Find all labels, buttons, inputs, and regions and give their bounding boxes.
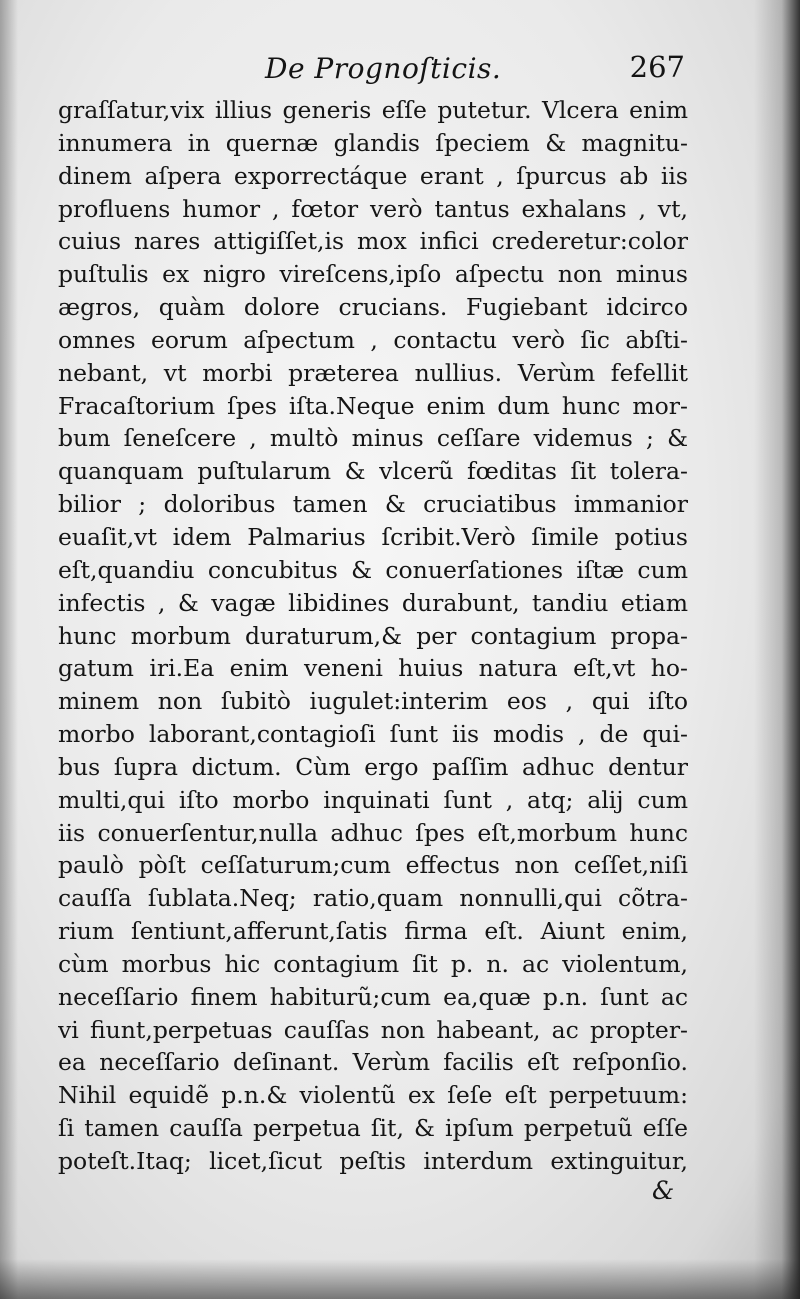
body-text [58,94,688,1178]
text-line: iis conuerſentur,nulla adhuc ſpes eſt,morbum hunc [58,818,688,847]
text-line: hunc morbum duraturum,& per contagium propa- [58,621,688,650]
text-line: morbo laborant,contagioſi ſunt iis modis , de qui- [58,720,688,749]
page-left-shadow [0,0,18,1299]
text-line: dinem aſpera exporrectáque erant , ſpurcus ab iis [58,161,688,190]
text-line: rium ſentiunt,afferunt,ſatis firma eſt. Aiunt enim, [58,917,688,946]
text-line: poteſt.Itaq; licet,ſicut peſtis interdum extinguitur, [58,1147,688,1175]
text-line: eſt,quandiu concubitus & conuerſationes iſtæ cum [58,555,688,584]
text-line: Nihil equidẽ p.n.& violentũ ex ſeſe eſt perpetuum: [58,1081,688,1110]
text-line: ea neceſſario deſinant. Verùm facilis eſt reſponſio. [58,1048,688,1077]
page-header [60,50,685,94]
text-line: vi fiunt,perpetuas cauſſas non habeant, ac propter- [58,1015,688,1044]
text-line: euaſit,vt idem Palmarius ſcribit.Verò ſimile potius [58,522,688,551]
page-right-shadow [754,0,800,1299]
text-line: omnes eorum aſpectum , contactu verò ſic abſti- [58,325,688,354]
text-line: profluens humor , fœtor verò tantus exhalans , vt, [58,194,688,223]
page-number: 267 [629,50,685,84]
text-line: cauſſa ſublata.Neq; ratio,quam nonnulli,qui cõtra- [58,884,688,913]
text-line: cùm morbus hic contagium ſit p. n. ac violentum, [58,949,688,978]
text-line: quanquam puſtularum & vlcerũ fœditas ſit tolera- [58,457,688,486]
text-line: gatum iri.Ea enim veneni huius natura eſt,vt ho- [58,654,688,683]
text-line: Fracaſtorium ſpes iſta.Neque enim dum hunc mor- [58,391,688,420]
catchword: & [652,1176,675,1205]
text-line: puſtulis ex nigro vireſcens,ipſo aſpectu non minus [58,260,688,289]
running-head: De Prognoſticis. [265,52,502,85]
text-line: ægros, quàm dolore crucians. Fugiebant idcirco [58,293,688,322]
text-line: bum ſeneſcere , multò minus ceſſare videmus ; & [58,424,688,453]
text-line: bus ſupra dictum. Cùm ergo paſſim adhuc dentur [58,752,688,781]
text-line: paulò pòſt ceſſaturum;cum effectus non ceſſet,niſi [58,851,688,880]
text-line: bilior ; doloribus tamen & cruciatibus immanior [58,490,688,519]
text-line: ſi tamen cauſſa perpetua ſit, & ipſum perpetuũ eſſe [58,1114,688,1143]
text-line: minem non ſubitò iugulet:interim eos , qui iſto [58,687,688,716]
text-line: infectis , & vagæ libidines durabunt, tandiu etiam [58,588,688,617]
text-line: innumera in quernæ glandis ſpeciem & magnitu- [58,128,688,157]
text-line: nebant, vt morbi præterea nullius. Verùm fefellit [58,358,688,387]
text-line: cuius nares attigiſſet,is mox infici crederetur:color [58,227,688,256]
text-line: multi,qui iſto morbo inquinati ſunt , atq; alij cum [58,785,688,814]
text-line: neceſſario finem habiturũ;cum ea,quæ p.n. ſunt ac [58,982,688,1011]
text-line: graſſatur,vix illius generis eſſe putetur. Vlcera enim [58,96,688,124]
page-bottom-shadow [0,1259,800,1299]
